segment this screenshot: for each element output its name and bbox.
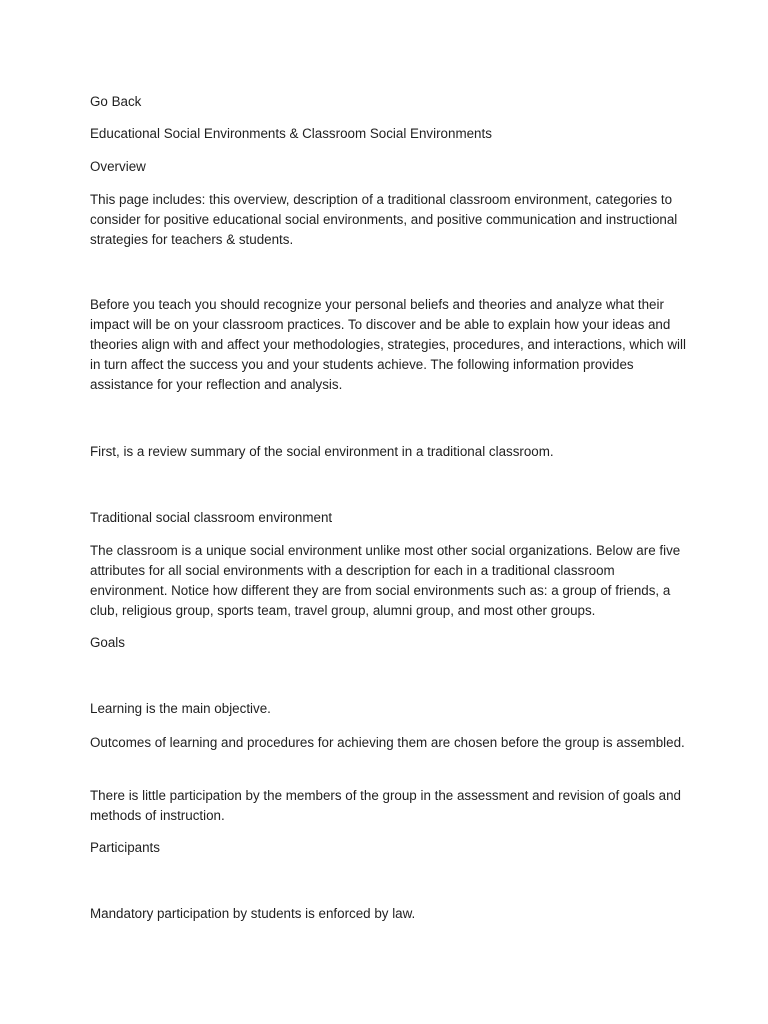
review-intro-paragraph: First, is a review summary of the social environment in a traditional classroom. [90, 444, 554, 459]
traditional-environment-heading: Traditional social classroom environment [90, 510, 333, 525]
page-title: Educational Social Environments & Classroom Social Environments [90, 126, 492, 141]
traditional-environment-paragraph: The classroom is a unique social environment unlike most other social organizations. Below are five attributes for all social environments with a description for each in a traditional classroom environment. Notice how different they are from social environments such as: a group of friends, a club, religious group, sports team, travel group, alumni group, and most other groups. [90, 543, 681, 618]
goals-heading: Goals [90, 635, 125, 650]
overview-paragraph: This page includes: this overview, description of a traditional classroom environment, categories to consider for positive educational social environments, and positive communication and instructional strategies for teachers & students. [90, 192, 678, 247]
goals-item-learning-objective: Learning is the main objective. [90, 701, 271, 716]
go-back-link[interactable]: Go Back [90, 94, 142, 109]
goals-item-outcomes: Outcomes of learning and procedures for achieving them are chosen before the group is assembled. [90, 735, 685, 750]
participants-item-mandatory: Mandatory participation by students is enforced by law. [90, 906, 416, 921]
overview-heading: Overview [90, 159, 146, 174]
goals-item-participation: There is little participation by the members of the group in the assessment and revision of goals and methods of instruction. [90, 788, 681, 823]
beliefs-paragraph: Before you teach you should recognize your personal beliefs and theories and analyze what their impact will be on your classroom practices. To discover and be able to explain how your ideas and theories align with and affect your methodologies, strategies, procedures, and interactions, which will in turn affect the success you and your students achieve. The following information provides assistance for your reflection and analysis. [90, 297, 686, 392]
participants-heading: Participants [90, 840, 160, 855]
